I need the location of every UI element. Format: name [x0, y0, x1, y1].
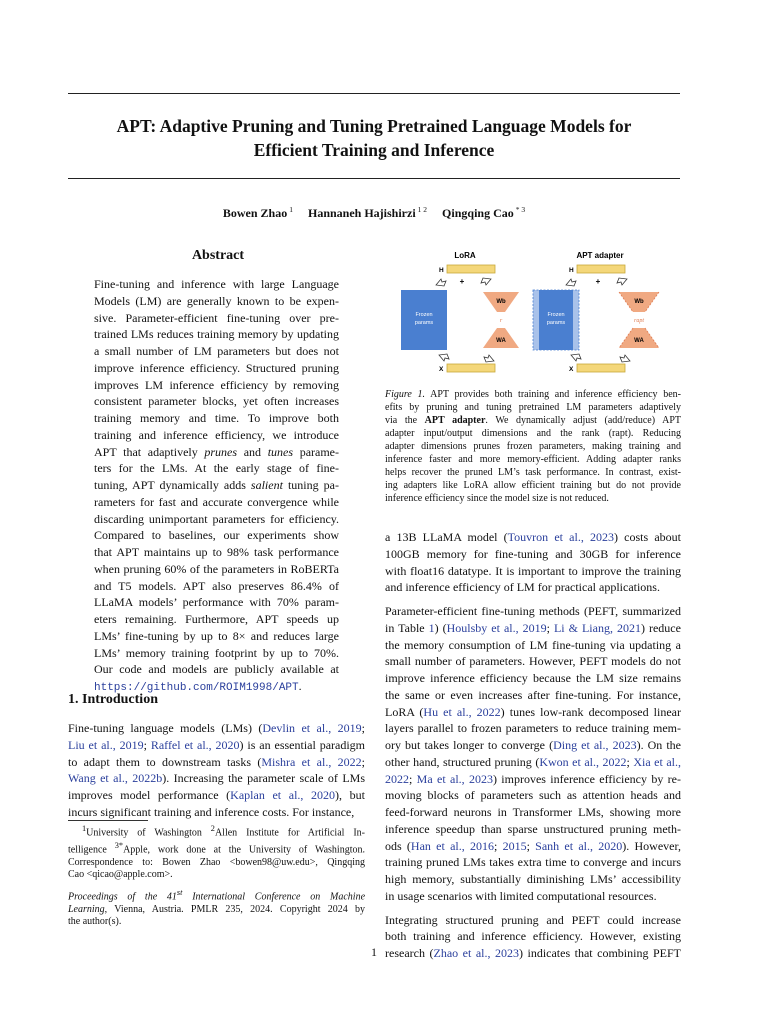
arrow-icon [617, 278, 627, 285]
citation-link[interactable]: Ma et al., 2023 [416, 771, 493, 786]
x-label: X [439, 366, 444, 373]
abstract-line: LMs’ memory training footprint by up to 70%. [94, 645, 339, 660]
paragraph: a 13B LLaMA model (Touvron et al., 2023) costs about 100GB memory for fine-tuning and 30GB for inference with float16 datatype. It is important to improve the training and inference efficiency of LM for practical applications. [385, 530, 681, 595]
abstract-line: training memory and time. To improve both [94, 411, 339, 425]
citation-link[interactable]: 2015 [502, 838, 527, 853]
caption-line: inference efficiency since the model size is not reduced. [385, 493, 609, 504]
intro-line: Wang et al., 2022b). Increasing the parameter scale of LMs [68, 771, 365, 786]
affiliation-marker: 1 [289, 205, 293, 214]
intro-line: incurs significant training and inference costs. For instance, [68, 804, 355, 819]
abstract-line: eters remaining. Furthermore, APT speeds up [94, 612, 339, 626]
output-bar [577, 265, 625, 273]
abstract-line: training and inference efficiency, we introduce [94, 427, 339, 442]
citation-link[interactable]: Devlin et al., 2019 [262, 721, 362, 735]
affiliation-marker: * 3 [515, 205, 526, 214]
citation-link[interactable]: Ding et al., 2023 [553, 738, 637, 752]
svg-text:WA: WA [634, 338, 644, 344]
proceedings-note: Proceedings of the 41st International Conference on Machine Learning, Vienna, Austria. PMLR 235, 2024. Copyright 2024 by the author(s). [68, 888, 366, 928]
title-line-1: APT: Adaptive Pruning and Tuning Pretrained Language Models for [116, 116, 632, 136]
citation-link[interactable]: Sanh et al., 2020 [535, 838, 623, 853]
abstract-line: Compared to baselines, our experiments show [94, 528, 339, 543]
lora-label: LoRA [454, 251, 476, 260]
abstract-line: LLaMA models’ performance with 70% param- [94, 595, 339, 610]
intro-line: improves model performance (Kaplan et al., 2020), but [68, 788, 365, 802]
footnote-rule [68, 820, 148, 821]
author-list [68, 205, 680, 221]
figure-1-caption [385, 388, 681, 505]
abstract-line: trained LMs reduces training memory by updating [94, 327, 339, 342]
caption-line: adapter input/output dimensions and the rank (rapt). Reducing [385, 428, 681, 439]
arrow-icon [566, 279, 576, 286]
citation-link[interactable]: Raffel et al., 2020 [150, 737, 240, 752]
abstract-line: when pruning 60% of the parameters in RoBERTa [94, 561, 339, 576]
svg-text:Frozen: Frozen [415, 312, 433, 318]
author: Qingqing Cao $^{* 3}$ [442, 205, 526, 220]
abstract-line: a small number of LM parameters but does not [94, 344, 339, 358]
abstract-heading: Abstract [191, 248, 245, 263]
svg-text:r: r [499, 318, 503, 324]
svg-text:Wb: Wb [496, 299, 506, 305]
page-number: 1 [371, 945, 377, 959]
abstract-line: LMs’ fine-tuning by up to 8× and reduces large [94, 628, 339, 643]
arrow-icon [620, 355, 630, 362]
svg-text:Frozen: Frozen [547, 312, 565, 318]
table-ref-link[interactable]: 1 [428, 620, 435, 635]
citation-link[interactable]: Mishra et al., 2022 [261, 754, 362, 769]
abstract-line: Models (LM) are generally known to be expen- [94, 293, 339, 308]
caption-line: inference faster and more memory-efficient. Adding adapter ranks [385, 454, 681, 465]
x-label: X [569, 366, 574, 373]
abstract-line: Fine-tuning and inference with large Language [94, 277, 339, 291]
arrow-icon [436, 279, 446, 286]
code-repository-link[interactable]: https://github.com/ROIM1998/APT [94, 682, 299, 694]
abstract-line: improves LM inference efficiency by removing [94, 377, 339, 392]
svg-text:params: params [414, 320, 434, 326]
citation-link[interactable]: Touvron et al., 2023 [507, 530, 614, 544]
citation-link[interactable]: Xia et al., [633, 754, 681, 769]
abstract-line: consistent parameter blocks, yet often increases [94, 394, 339, 409]
abstract-line: improve inference efficiency. Structured pruning [94, 360, 339, 375]
apt-adapter-label: APT adapter [576, 251, 624, 260]
title-line-2: Efficient Training and Inference [253, 140, 495, 160]
abstract-body: Fine-tuning and inference with large Language Models (LM) are generally known to be expen- sive. Parameter-efficient fine-tuning over pre- trained LMs reduces training memory by updating a small number of LM parameters but does not improve inference efficiency. Structured pruning improves LM inference efficiency by removing consistent parameter blocks, yet often increases training memory and time. To improve both training and inference efficiency, we introduce APT that adaptively prunes and tunes parame- ters for the LMs. At the early stage of fine- tuning, APT dynamically adds salient tuning pa- rameters for fast and accurate convergence while discarding unimportant parameters for efficiency. Compared to baselines, our experiments show that APT maintains up to 98% task performance when pruning 60% of the parameters in RoBERTa and T5 models. APT also preserves 86.4% of LLaMA models’ performance with 70% param- eters remaining. Furthermore, APT speeds up LMs’ fine-tuning by up to 8× and reduces large LMs’ memory training footprint by up to 70%. Our code and models are publicly available at https://github.com/ROIM1998/APT. [94, 277, 340, 694]
abstract-line: rameters for fast and accurate convergence while [94, 494, 339, 509]
citation-link[interactable]: 2022 [385, 771, 409, 786]
paragraph: Integrating structured pruning and PEFT could increase both training and inference efficiency. However, existing research (Zhao et al., 2023) indicates that combining PEFT [385, 912, 681, 960]
introduction-body [68, 720, 365, 821]
abstract-line: and T5 models. APT also preserves 86.4% of [94, 578, 339, 593]
h-label: H [569, 267, 574, 274]
author: Hannaneh Hajishirzi $^{1 2}$ [307, 205, 428, 220]
abstract-line: ters for the LMs. At the early stage of fine- [94, 461, 339, 476]
output-bar [447, 265, 495, 273]
citation-link[interactable]: Hu et al., 2022 [423, 704, 501, 719]
caption-line: via the APT adapter. We dynamically adjust (add/reduce) APT [385, 415, 681, 426]
citation-link[interactable]: Kwon et al., 2022 [539, 754, 627, 769]
citation-link[interactable]: Kaplan et al., 2020 [230, 788, 336, 802]
svg-text:WA: WA [496, 338, 506, 344]
title-bottom-rule [68, 178, 680, 179]
citation-link[interactable]: Houlsby et al., 2019 [446, 620, 547, 635]
citation-link[interactable]: Li & Liang, 2021 [553, 620, 641, 635]
intro-line: Fine-tuning language models (LMs) (Devlin et al., 2019; [68, 721, 365, 735]
arrow-icon [439, 354, 449, 361]
caption-line: adapter dimensions prunes frozen parameters, making training and [385, 441, 681, 452]
intro-line: to adapt them to downstream tasks (Mishra et al., 2022; [68, 754, 365, 769]
arrow-icon [571, 354, 581, 361]
paper-title [68, 114, 680, 162]
author: Bowen Zhao $^1$ [222, 205, 293, 220]
citation-link[interactable]: Wang et al., 2022b [68, 771, 163, 786]
abstract-line: that APT maintains up to 98% task performance [94, 545, 339, 559]
abstract-line: Our code and models are publicly available at [94, 662, 339, 677]
h-label: H [439, 267, 444, 274]
plus-icon: + [459, 277, 465, 286]
abstract-line: sive. Parameter-efficient fine-tuning over pre- [94, 310, 339, 325]
figure-1-diagram [395, 246, 689, 382]
citation-link[interactable]: Han et al., 2016 [410, 838, 494, 853]
input-bar [577, 364, 625, 372]
svg-text:params: params [546, 320, 566, 326]
caption-line: helps recover the pruned LM’s task performance. In contrast, exist- [385, 467, 681, 478]
top-rule [68, 93, 680, 94]
abstract-line: tuning, APT dynamically adds salient tuning pa- [94, 478, 339, 492]
affiliation-marker: 1 2 [417, 205, 428, 214]
caption-line: ing adapters like LoRA allow efficient training but do not provide [385, 480, 681, 491]
intro-line: Liu et al., 2019; Raffel et al., 2020) is an essential paradigm [68, 737, 366, 752]
input-bar [447, 364, 495, 372]
caption-line: Figure 1. APT provides both training and inference efficiency ben- [385, 389, 681, 400]
abstract-line: discarding unimportant parameters for efficiency. [94, 511, 339, 526]
citation-link[interactable]: Liu et al., 2019 [68, 737, 144, 752]
arrow-icon [484, 355, 494, 362]
abstract-line: APT that adaptively prunes and tunes parame- [94, 444, 340, 459]
arrow-icon [481, 278, 491, 285]
plus-icon: + [595, 277, 601, 286]
paragraph: Parameter-efficient fine-tuning methods (PEFT, summarized in Table 1) (Houlsby et al., 2019; Li & Liang, 2021) reduce the memory consumption of LM fine-tuning via updating a small number of parameters. However, PEFT models do not improve inference efficiency because the LM size remains the same or even increases after fine-tuning. For instance, LoRA (Hu et al., 2022) tunes low-rank decomposed linear layers parallel to frozen parameters to reduce training mem- ory but takes longer to converge (Ding et al., 2023). On the other hand, structured pruning (Kwon et al., 2022; Xia et al., 2022; Ma et al., 2023) improves inference efficiency by re- moving blocks of parameters such as attention heads and feed-forward neurons in Transformer LMs, showing more inference speedup than sparse unstructured pruning meth- ods (Han et al., 2016; 2015; Sanh et al., 2020). However, training pruned LMs takes extra time to converge and incurs high memory, substantially diminishing LMs’ accessibility in usage scenarios with limited computational resources. [385, 604, 682, 903]
svg-text:Wb: Wb [634, 299, 644, 305]
affiliation-footnote: $^1$University of Washington $^2$Allen Institute for Artificial In- telligence $^{3*}$Apple, work done at the University of Washington. Correspondence to: Bowen Zhao <bowen98@uw.edu>, Qingqing Cao <qicao@apple.com>. [68, 824, 365, 881]
caption-line: efits by pruning and tuning pretrained LM parameters adaptively [385, 402, 681, 413]
right-column-body [385, 529, 681, 962]
citation-link[interactable]: Zhao et al., 2023 [433, 946, 519, 960]
section-heading-introduction: 1. Introduction [68, 692, 158, 707]
svg-text:rapt: rapt [633, 318, 645, 324]
